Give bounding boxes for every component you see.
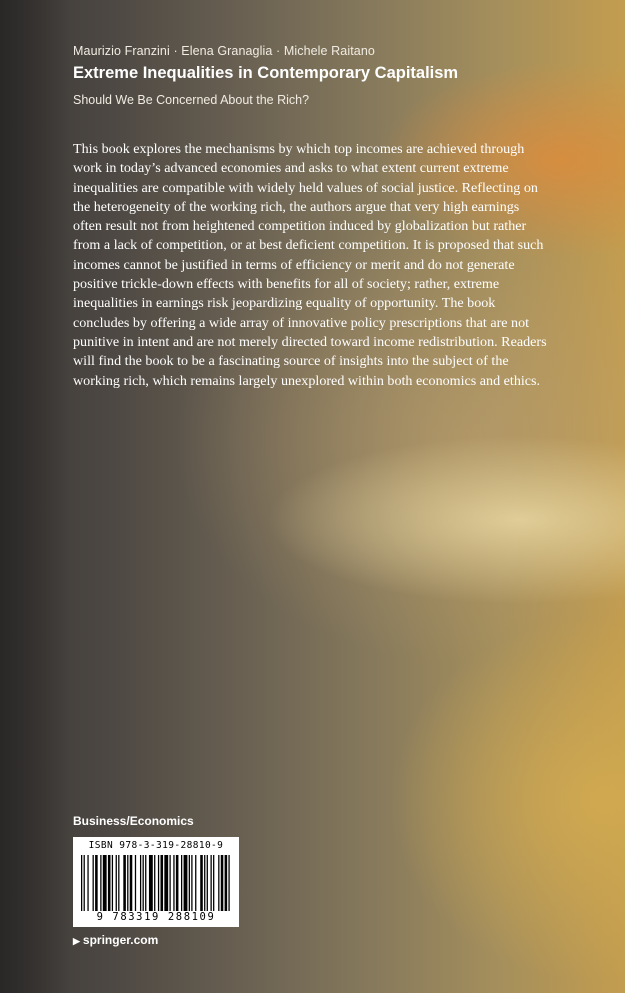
barcode-bar	[200, 855, 203, 911]
barcode-icon	[81, 855, 231, 911]
cover-shadow-edge	[0, 0, 70, 993]
barcode-bar	[195, 855, 196, 911]
barcode-bar	[81, 855, 82, 911]
barcode-bar	[130, 855, 133, 911]
barcode-bar	[164, 855, 168, 911]
barcode-bar	[87, 855, 88, 911]
barcode-bar	[204, 855, 205, 911]
barcode-bar	[145, 855, 146, 911]
barcode-bar	[221, 855, 224, 911]
isbn-label: ISBN 978-3-319-28810-9	[88, 840, 224, 851]
barcode-bar	[213, 855, 214, 911]
barcode-bar	[189, 855, 190, 911]
book-subtitle: Should We Be Concerned About the Rich?	[73, 93, 310, 107]
barcode-bar	[93, 855, 94, 911]
barcode-bar	[123, 855, 126, 911]
book-title: Extreme Inequalities in Contemporary Capitalism	[73, 64, 459, 82]
barcode-bar	[112, 855, 113, 911]
barcode-bar	[149, 855, 153, 911]
barcode-bar	[116, 855, 117, 911]
barcode-bar	[118, 855, 119, 911]
barcode-bar	[95, 855, 98, 911]
barcode-bar	[228, 855, 229, 911]
subject-category: Business/Economics	[73, 814, 194, 828]
isbn-barcode-box	[73, 837, 239, 927]
barcode-bar	[127, 855, 128, 911]
authors-line: Maurizio Franzini · Elena Granaglia · Michele Raitano	[73, 44, 375, 58]
barcode-bar	[181, 855, 182, 911]
barcode-bar	[84, 855, 85, 911]
barcode-bar	[140, 855, 141, 911]
triangle-right-icon: ▶	[73, 936, 80, 946]
barcode-bar	[225, 855, 228, 911]
barcode-bar	[108, 855, 111, 911]
barcode-bar	[191, 855, 192, 911]
barcode-bar	[184, 855, 188, 911]
barcode-bar	[218, 855, 219, 911]
barcode-bar	[158, 855, 159, 911]
barcode-bar	[154, 855, 155, 911]
barcode-digits: 9 783319 288109	[96, 911, 216, 923]
barcode-bar	[143, 855, 144, 911]
barcode-bar	[210, 855, 211, 911]
book-description: This book explores the mechanisms by which top incomes are achieved through work in today’s advanced economies and asks to what extent current extreme inequalities are compatible with widely held values of social justice. Reflecting on the heterogeneity of the working rich, the authors argue that very high earnings often result not from heightened competition induced by globalization but rather from a lack of competition, or at best deficient competition. It is proposed that such incomes cannot be justified in terms of efficiency or merit and do not generate positive trickle-down effects with benefits for all of society; rather, extreme inequalities in earnings risk jeopardizing equality of opportunity. The book concludes by offering a wide array of innovative policy prescriptions that are not punitive in intent and are not merely directed toward income redistribution. Readers will find the book to be a fascinating source of insights into the subject of the working rich, which remains largely unexplored within both economics and ethics.	[73, 141, 547, 389]
barcode-bar	[173, 855, 174, 911]
barcode-bar	[176, 855, 179, 911]
website-label: springer.com	[82, 933, 159, 947]
barcode-bar	[160, 855, 163, 911]
barcode-bar	[135, 855, 136, 911]
barcode-bar	[100, 855, 101, 911]
barcode-bar	[207, 855, 208, 911]
barcode-bar	[169, 855, 170, 911]
publisher-website-link[interactable]	[73, 933, 158, 947]
barcode-bar	[103, 855, 107, 911]
